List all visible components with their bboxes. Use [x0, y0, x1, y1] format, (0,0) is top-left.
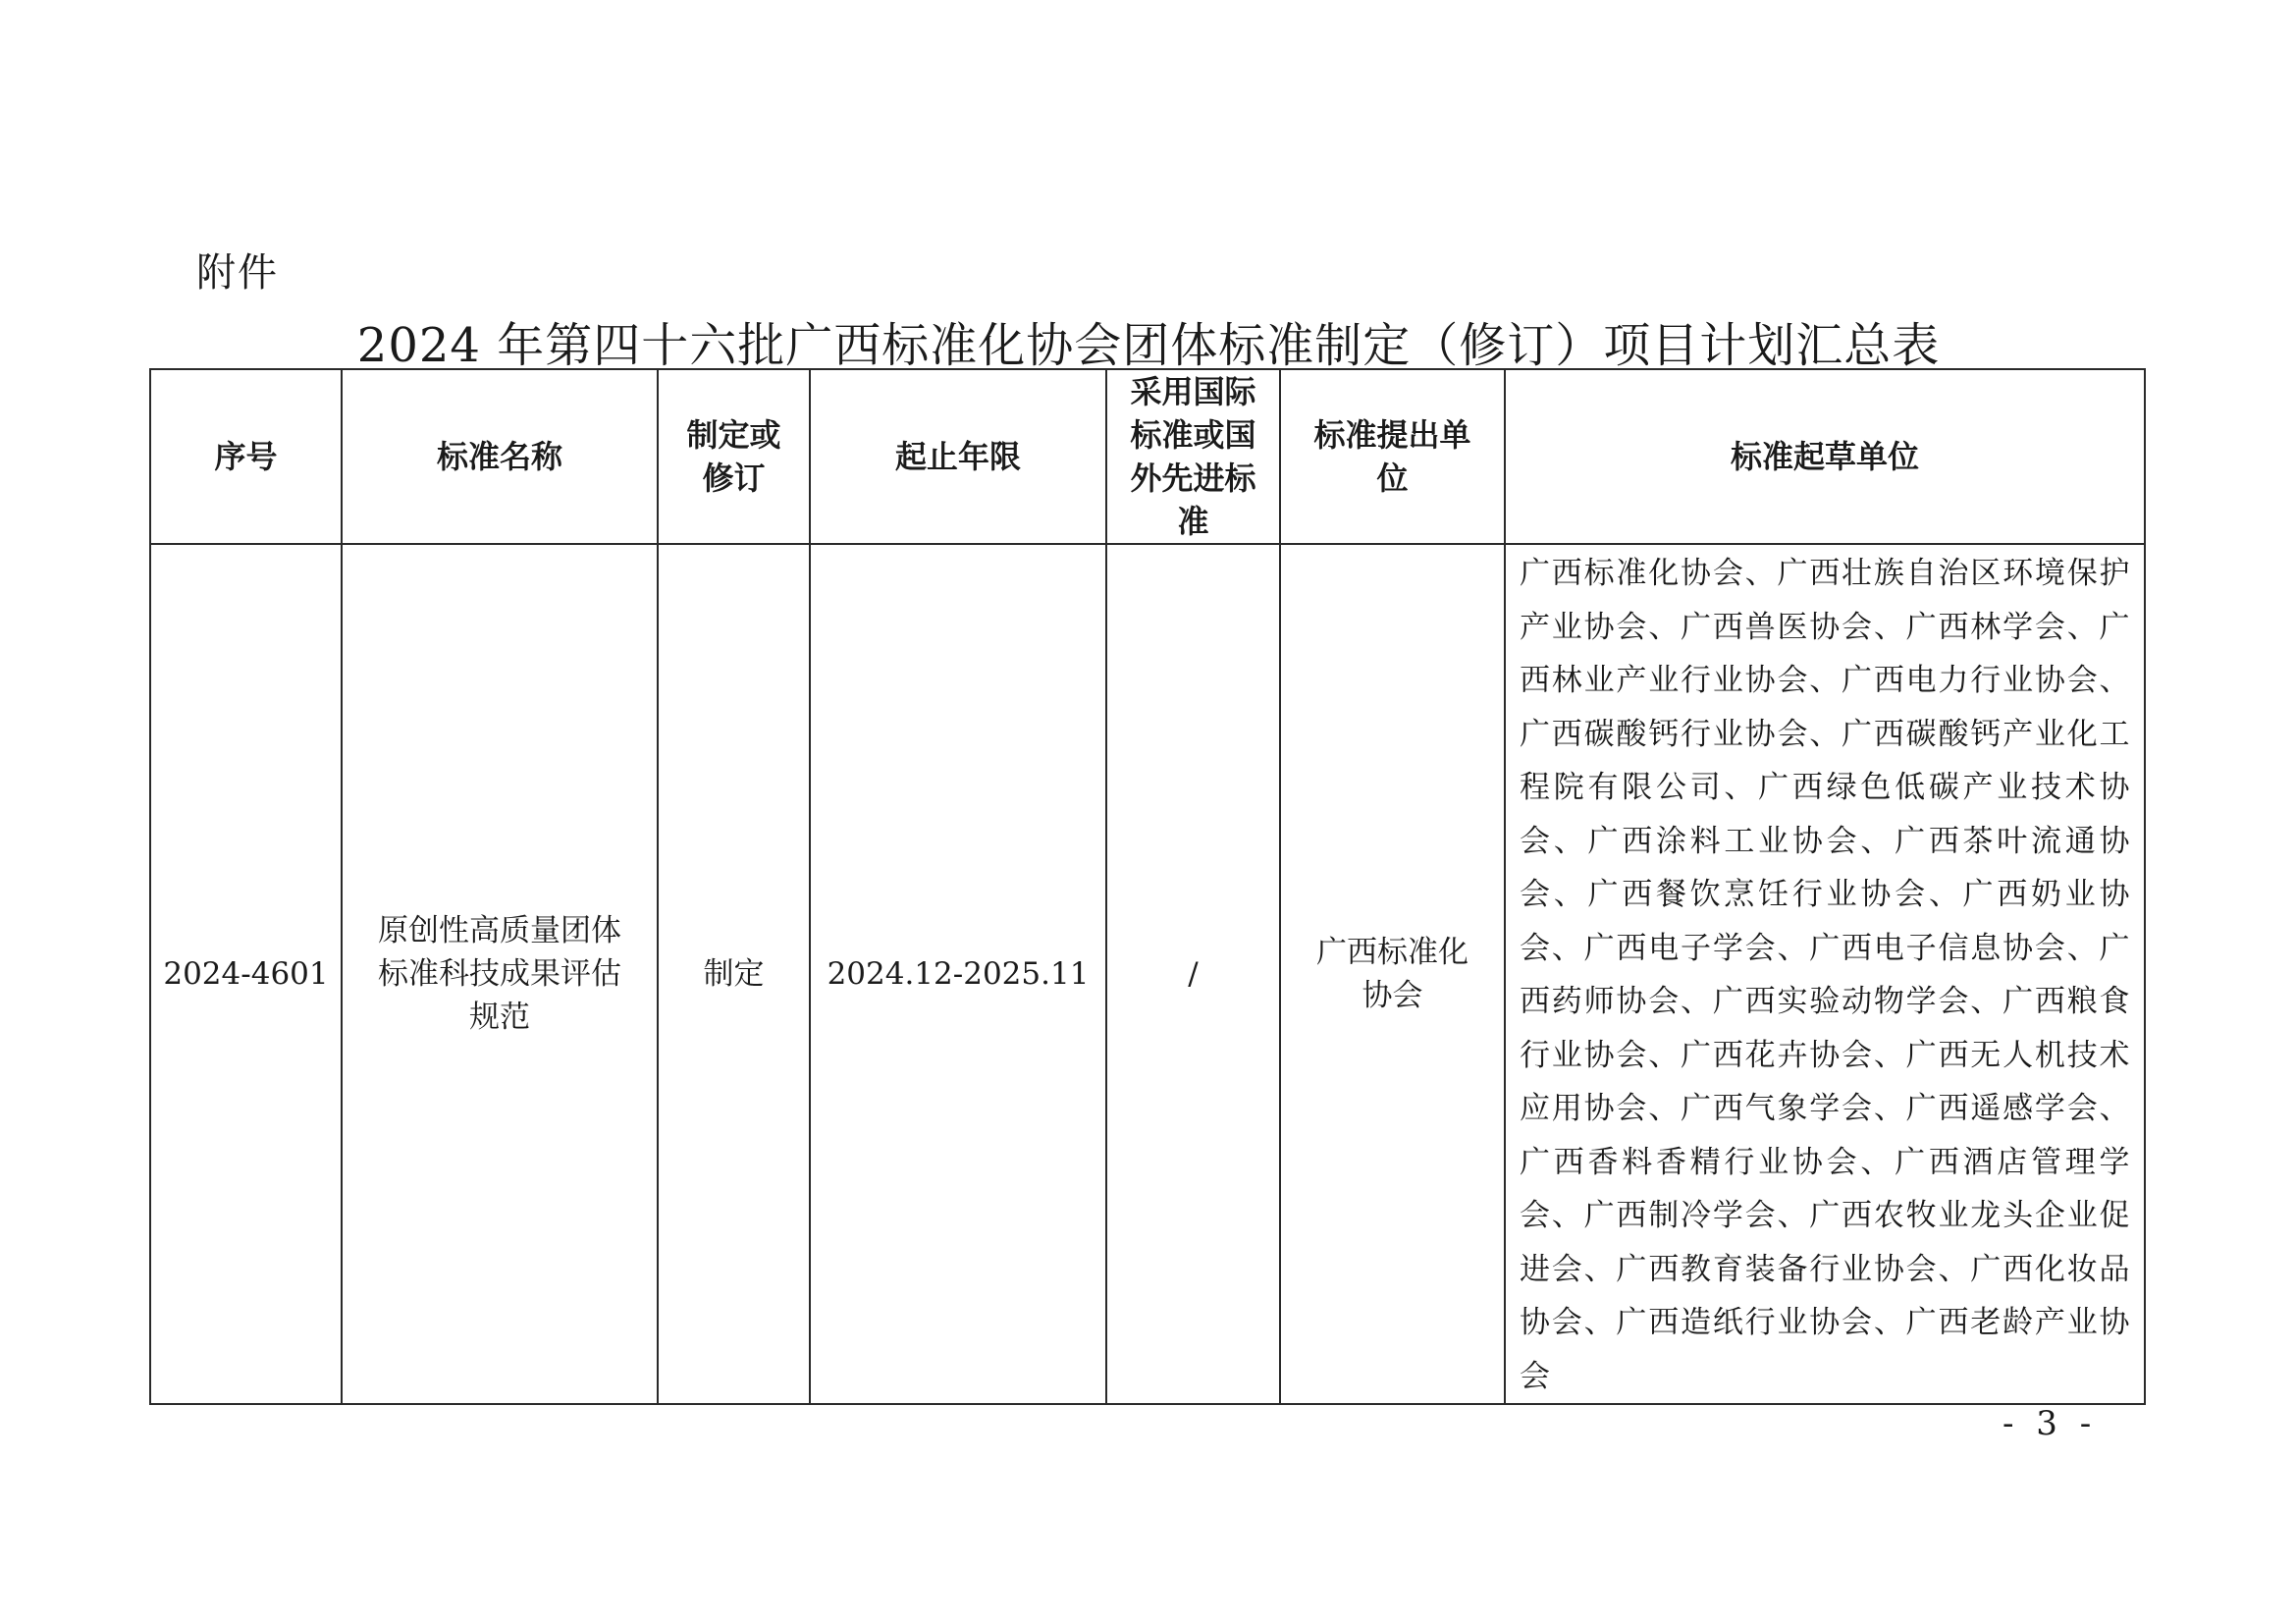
attachment-label: 附件: [196, 250, 279, 296]
header-serial: 序号: [150, 369, 342, 544]
cell-standard-name: 原创性高质量团体标准科技成果评估规范: [342, 544, 658, 1404]
header-period: 起止年限: [810, 369, 1106, 544]
table-row: [150, 544, 2145, 1404]
header-standard-name: 标准名称: [342, 369, 658, 544]
header-proposer: 标准提出单位: [1280, 369, 1505, 544]
cell-proposer: 广西标准化协会: [1280, 544, 1505, 1404]
page-number: - 3 -: [2002, 1404, 2098, 1443]
table-header-row: [150, 369, 2145, 544]
header-drafters: 标准起草单位: [1505, 369, 2145, 544]
document-title: 2024 年第四十六批广西标准化协会团体标准制定（修订）项目计划汇总表: [356, 318, 1941, 373]
standards-plan-table: [149, 368, 2146, 1405]
header-adoption: 采用国际标准或国外先进标准: [1106, 369, 1280, 544]
cell-period: 2024.12-2025.11: [810, 544, 1106, 1404]
cell-adoption: /: [1106, 544, 1280, 1404]
header-type: 制定或修订: [658, 369, 810, 544]
cell-serial: 2024-4601: [150, 544, 342, 1404]
cell-type: 制定: [658, 544, 810, 1404]
cell-drafters: 广西标准化协会、广西壮族自治区环境保护产业协会、广西兽医协会、广西林学会、广西林业产业行业协会、广西电力行业协会、广西碳酸钙行业协会、广西碳酸钙产业化工程院有限公司、广西绿色低碳产业技术协会、广西涂料工业协会、广西茶叶流通协会、广西餐饮烹饪行业协会、广西奶业协会、广西电子学会、广西电子信息协会、广西药师协会、广西实验动物学会、广西粮食行业协会、广西花卉协会、广西无人机技术应用协会、广西气象学会、广西遥感学会、广西香料香精行业协会、广西酒店管理学会、广西制冷学会、广西农牧业龙头企业促进会、广西教育装备行业协会、广西化妆品协会、广西造纸行业协会、广西老龄产业协会: [1505, 544, 2145, 1404]
